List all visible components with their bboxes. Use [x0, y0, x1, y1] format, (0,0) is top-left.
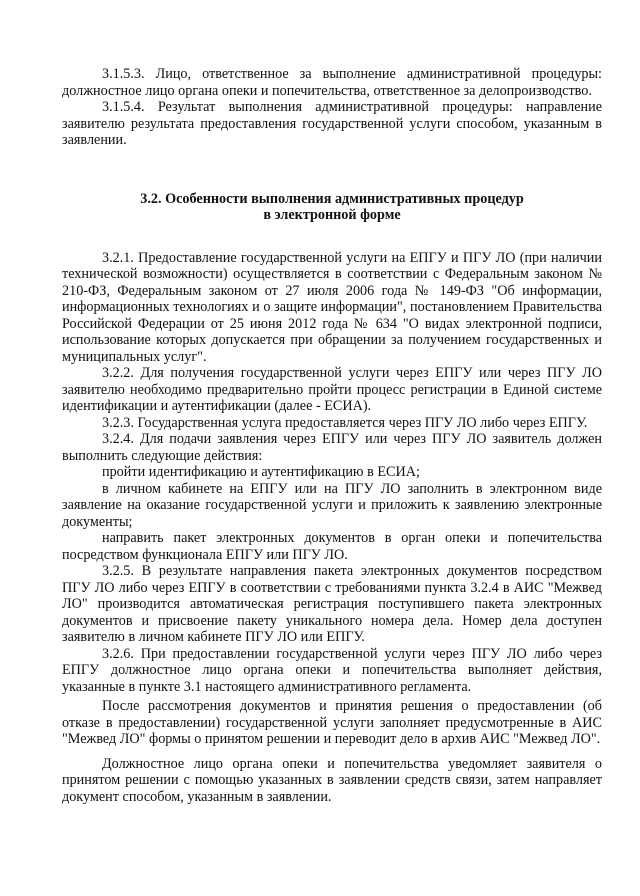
paragraph-3-2-4: 3.2.4. Для подачи заявления через ЕПГУ или через ПГУ ЛО заявитель должен выполнить следующие действия:	[62, 431, 602, 464]
section-heading-line2: в электронной форме	[263, 207, 401, 223]
paragraph-3-2-1: 3.2.1. Предоставление государственной услуги на ЕПГУ и ПГУ ЛО (при наличии технической возможности) осуществляется в соответствии с Федеральным законом № 210-ФЗ, Федеральным законом от 27 июля 2006 года № 149-ФЗ "Об информации, информационных технологиях и о защите информации", постановлением Правительства Российской Федерации от 25 июня 2012 года № 634 "О видах электронной подписи, использование которых допускается при обращении за получением государственных и муниципальных услуг".	[62, 249, 602, 365]
paragraph-after-review: После рассмотрения документов и принятия решения о предоставлении (об отказе в предоставлении) государственной услуги заполняет предусмотренные в АИС "Межвед ЛО" формы о принятом решении и переводит дело в архив АИС "Межвед ЛО".	[62, 698, 602, 747]
section-heading	[62, 191, 602, 224]
paragraph-3-2-5: 3.2.5. В результате направления пакета электронных документов посредством ПГУ ЛО либо через ЕПГУ в соответствии с требованиями пункта 3.2.4 в АИС "Межвед ЛО" производится автоматическая регистрация поступившего пакета электронных документов и присвоение пакету уникального номера дела. Номер дела доступен заявителю в личном кабинете ПГУ ЛО или ЕПГУ.	[62, 563, 602, 645]
list-item-send-package: направить пакет электронных документов в орган опеки и попечительства посредством функционала ЕПГУ или ПГУ ЛО.	[62, 530, 602, 563]
paragraph-3-1-5-4: 3.1.5.4. Результат выполнения административной процедуры: направление заявителю результата предоставления государственной услуги способом, указанным в заявлении.	[62, 99, 602, 148]
paragraph-notification: Должностное лицо органа опеки и попечительства уведомляет заявителя о принятом решении с помощью указанных в заявлении средств связи, затем направляет документ способом, указанным в заявлении.	[62, 755, 602, 805]
list-item-identification: пройти идентификацию и аутентификацию в ЕСИА;	[102, 464, 420, 480]
paragraph-3-1-5-3: 3.1.5.3. Лицо, ответственное за выполнение административной процедуры: должностное лицо органа опеки и попечительства, ответственное за делопроизводство.	[62, 66, 602, 99]
section-heading-line1: 3.2. Особенности выполнения административных процедур	[140, 190, 524, 207]
paragraph-3-2-2: 3.2.2. Для получения государственной услуги через ЕПГУ или через ПГУ ЛО заявителю необходимо предварительно пройти процесс регистрации в Единой системе идентификации и аутентификации (далее - ЕСИА).	[62, 365, 602, 414]
paragraph-3-2-6: 3.2.6. При предоставлении государственной услуги через ПГУ ЛО либо через ЕПГУ должностное лицо органа опеки и попечительства выполняет действия, указанные в пункте 3.1 настоящего административного регламента.	[62, 645, 602, 695]
list-item-fill-application: в личном кабинете на ЕПГУ или на ПГУ ЛО заполнить в электронном виде заявление на оказание государственной услуги и приложить к заявлению электронные документы;	[62, 480, 602, 530]
paragraph-3-2-3: 3.2.3. Государственная услуга предоставляется через ПГУ ЛО либо через ЕПГУ.	[102, 414, 588, 431]
